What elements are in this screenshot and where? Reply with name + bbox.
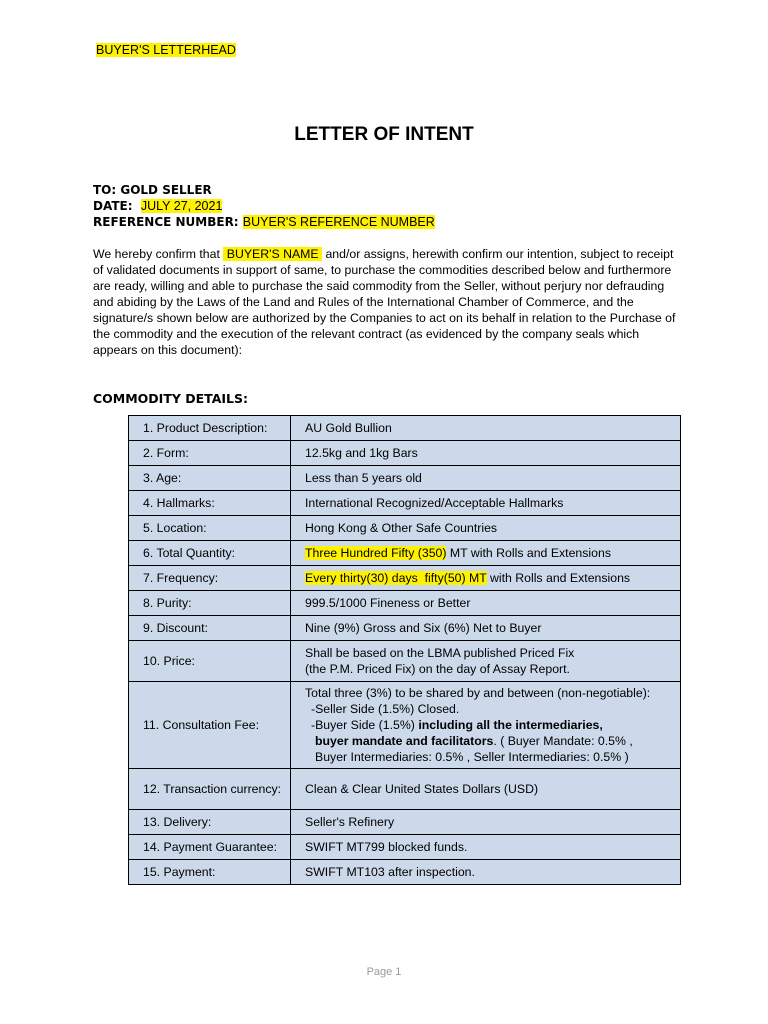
row-value [291,641,681,682]
price-line-2: (the P.M. Priced Fix) on the day of Assay Report. [305,662,570,676]
table-row [129,641,681,682]
intro-after: and/or assigns, herewith confirm our intention, subject to receipt of validated documents in support of same, to purchase the commodities described below and furthermore are ready, willing and able to purchase the said commodity from the Seller, without perjury nor defrauding and abiding by the Laws of the Land and Rules of the International Chamber of Commerce, and the signature/s shown below are authorized by the Companies to act on its behalf in relation to the Purchase of the commodity and the execution of the relevant contract (as evidenced by the company seals which appears on this document): [93,247,676,357]
buyer-name-text: BUYER'S NAME [226,247,319,261]
table-row [129,591,681,616]
row-value [291,566,681,591]
row-value [291,682,681,769]
reference-label: REFERENCE NUMBER: [93,215,239,229]
table-row [129,616,681,641]
row-label: 13. Delivery: [129,810,291,835]
intro-paragraph [93,246,683,358]
row-label: 15. Payment: [129,860,291,885]
fee-buyer-side: -Buyer Side (1.5%) [311,718,419,732]
price-line-1: Shall be based on the LBMA published Priced Fix [305,646,575,660]
row-label: 8. Purity: [129,591,291,616]
table-row [129,516,681,541]
row-value: Less than 5 years old [291,466,681,491]
row-value: Clean & Clear United States Dollars (USD) [291,769,681,810]
date-label: DATE: [93,199,133,213]
row-label: 9. Discount: [129,616,291,641]
date-line [93,198,435,214]
table-row [129,416,681,441]
row-label: 12. Transaction currency: [129,769,291,810]
row-value: SWIFT MT799 blocked funds. [291,835,681,860]
row-label: 10. Price: [129,641,291,682]
row-value: Hong Kong & Other Safe Countries [291,516,681,541]
table-row [129,566,681,591]
date-value: JULY 27, 2021 [140,199,223,213]
commodity-details-table [128,415,681,885]
row-label: 3. Age: [129,466,291,491]
fee-line-4 [305,733,672,749]
frequency-rest: with Rolls and Extensions [486,571,631,585]
addressee-block [93,182,435,230]
row-value: Nine (9%) Gross and Six (6%) Net to Buyer [291,616,681,641]
reference-value: BUYER'S REFERENCE NUMBER [242,215,435,229]
to-line: TO: GOLD SELLER [93,183,212,197]
page-title: LETTER OF INTENT [294,124,474,145]
table-row [129,541,681,566]
fee-intermediaries-bold: including all the intermediaries, [418,718,603,732]
row-value: 12.5kg and 1kg Bars [291,441,681,466]
quantity-rest: MT with Rolls and Extensions [446,546,611,560]
row-label: 11. Consultation Fee: [129,682,291,769]
table-row [129,441,681,466]
letterhead [96,43,236,57]
row-label: 6. Total Quantity: [129,541,291,566]
letterhead-placeholder: BUYER'S LETTERHEAD [96,43,236,57]
row-label: 14. Payment Guarantee: [129,835,291,860]
fee-line-1: Total three (3%) to be shared by and between (non-negotiable): [305,686,651,700]
table-row [129,491,681,516]
section-title: COMMODITY DETAILS: [93,391,249,406]
table-row [129,769,681,810]
table-row [129,835,681,860]
intro-before: We hereby confirm that [93,247,220,261]
row-label: 2. Form: [129,441,291,466]
frequency-highlight: Every thirty(30) days fifty(50) MT [305,571,487,585]
fee-line-3 [305,717,672,733]
row-value: Seller's Refinery [291,810,681,835]
table-row [129,860,681,885]
row-label: 4. Hallmarks: [129,491,291,516]
row-value: International Recognized/Acceptable Hallmarks [291,491,681,516]
page-number: Page 1 [366,966,402,978]
row-value: 999.5/1000 Fineness or Better [291,591,681,616]
reference-line [93,214,435,230]
table-row [129,466,681,491]
row-label: 5. Location: [129,516,291,541]
fee-line-5: Buyer Intermediaries: 0.5% , Seller Intermediaries: 0.5% ) [315,750,629,764]
row-value [291,541,681,566]
row-value: AU Gold Bullion [291,416,681,441]
row-label: 1. Product Description: [129,416,291,441]
fee-buyer-mandate: . ( Buyer Mandate: 0.5% , [493,734,633,748]
quantity-highlight: Three Hundred Fifty (350) [305,546,447,560]
row-value: SWIFT MT103 after inspection. [291,860,681,885]
buyer-name-placeholder [223,247,322,261]
table-row [129,682,681,769]
fee-line-2: -Seller Side (1.5%) Closed. [311,702,460,716]
fee-mandate-bold: buyer mandate and facilitators [315,734,494,748]
row-label: 7. Frequency: [129,566,291,591]
table-row [129,810,681,835]
